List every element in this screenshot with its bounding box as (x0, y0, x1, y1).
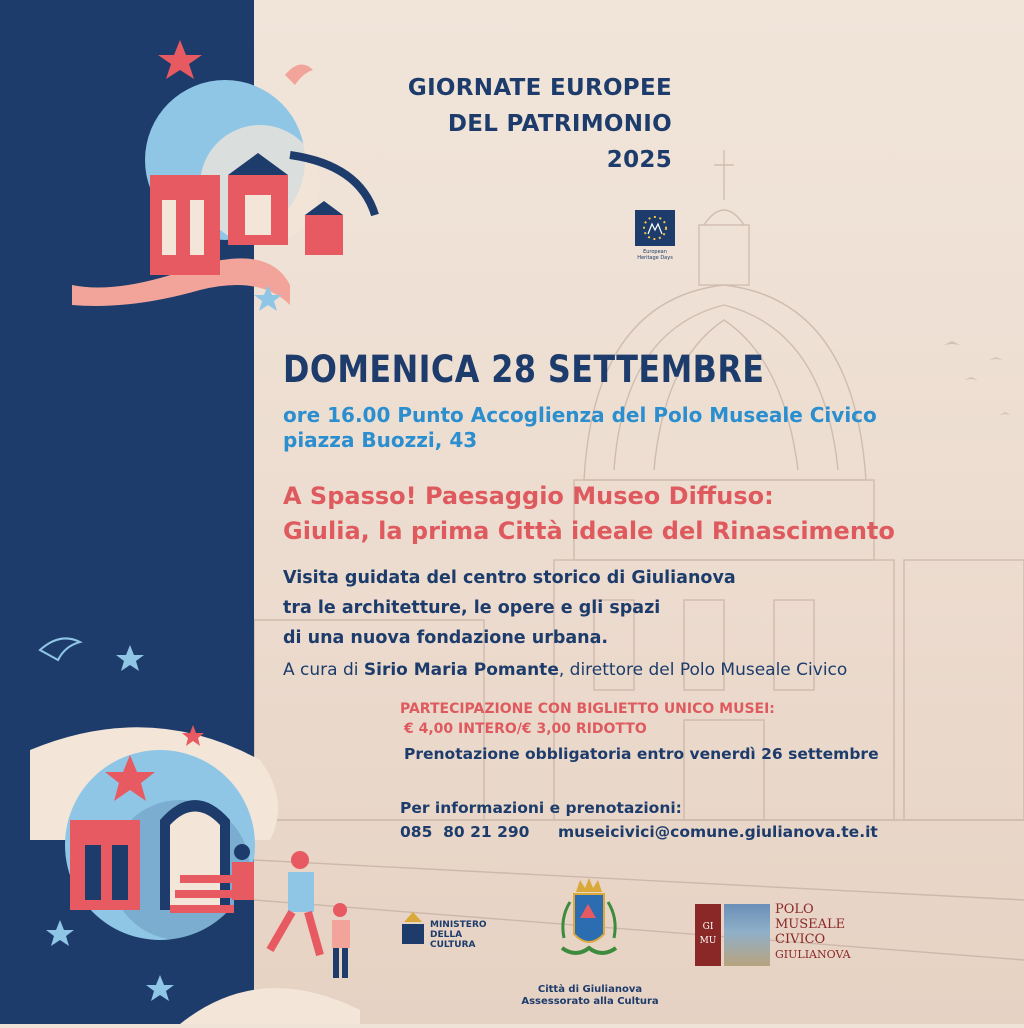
gimu-logo (695, 904, 721, 966)
giulianova-coat-of-arms-icon (556, 878, 622, 974)
contact-heading: Per informazioni e prenotazioni: (400, 799, 682, 817)
curator-name: Sirio Maria Pomante (363, 660, 559, 680)
contact-phone[interactable]: 085 80 21 290 (400, 823, 530, 841)
gimu-bottom: MU (699, 936, 717, 946)
ticket-heading: PARTECIPAZIONE CON BIGLIETTO UNICO MUSEI: (400, 701, 775, 717)
ministero-line-2: DELLA (430, 930, 463, 940)
event-title-line-1: A Spasso! Paesaggio Museo Diffuso: (283, 482, 774, 510)
polo-line-4: GIULIANOVA (775, 948, 851, 961)
polo-museale-text (775, 902, 851, 962)
city-label (510, 984, 670, 1008)
event-title-line-2: Giulia, la prima Città ideale del Rinascimento (283, 517, 895, 545)
heritage-illustration-top (60, 35, 390, 315)
european-heritage-days-logo (632, 210, 678, 272)
ministero-line-3: CULTURA (430, 940, 476, 950)
booking-deadline: Prenotazione obbligatoria entro venerdì 26 settembre (404, 745, 879, 763)
description-line-2: tra le architetture, le opere e gli spazi (283, 598, 661, 618)
city-department: Assessorato alla Cultura (521, 996, 659, 1007)
polo-line-3: CIVICO (775, 932, 826, 947)
title-line-1: GIORNATE EUROPEE (407, 75, 672, 101)
city-name: Città di Giulianova (537, 984, 643, 995)
ministero-cultura-logo (400, 910, 490, 950)
polo-line-1: POLO (775, 902, 814, 917)
polo-line-2: MUSEALE (775, 917, 846, 932)
contact-email[interactable]: museicivici@comune.giulianova.te.it (558, 823, 878, 841)
description-line-1: Visita guidata del centro storico di Giulianova (283, 568, 736, 588)
curator-role: , direttore del Polo Museale Civico (558, 660, 848, 680)
eu-logo-caption: European Heritage Days (637, 249, 673, 261)
curator-line (283, 660, 847, 680)
ministero-text (430, 920, 487, 950)
ministero-line-1: MINISTERO (430, 920, 487, 930)
event-date: DOMENICA 28 SETTEMBRE (283, 348, 765, 391)
title-year: 2025 (606, 147, 672, 173)
event-time-location: ore 16.00 Punto Accoglienza del Polo Museale Civico (283, 403, 877, 427)
title-line-2: DEL PATRIMONIO (447, 111, 672, 137)
gimu-top: GI (702, 922, 714, 932)
description-line-3: di una nuova fondazione urbana. (283, 628, 609, 648)
ministero-emblem-icon (400, 910, 426, 946)
event-address: piazza Buozzi, 43 (283, 428, 478, 452)
heritage-illustration-bottom (30, 620, 390, 1024)
ticket-prices: € 4,00 INTERO/€ 3,00 RIDOTTO (404, 721, 647, 737)
eu-flag-icon (635, 210, 675, 246)
curator-prefix: A cura di (283, 660, 364, 680)
polo-museale-photo (724, 904, 770, 966)
event-series-title (380, 70, 672, 178)
